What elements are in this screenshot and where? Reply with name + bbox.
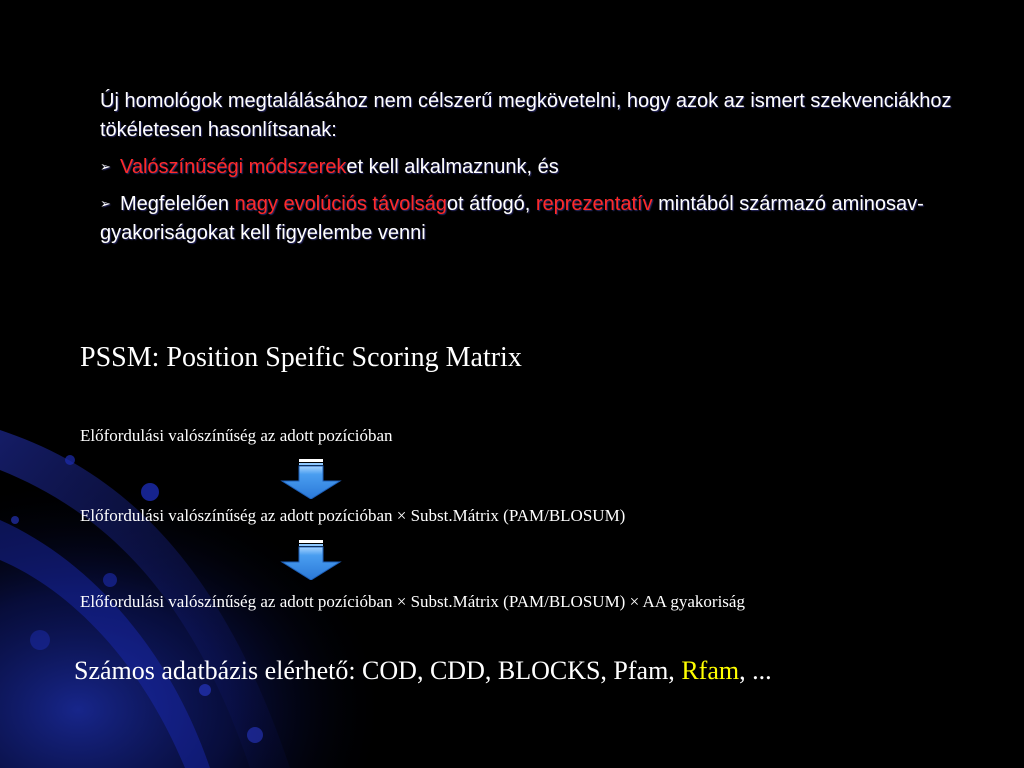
databases-suffix: , ... — [739, 656, 772, 685]
intro-section — [100, 87, 960, 248]
databases-line — [74, 656, 772, 686]
bullet2-highlight1: nagy evolúciós távolság — [234, 193, 447, 215]
down-arrow-icon — [280, 540, 342, 580]
bullet2-highlight2: reprezentatív — [535, 193, 653, 215]
intro-paragraph: Új homológok megtalálásához nem célszerű megkövetelni, hogy azok az ismert szekvenciákhoz tökéletesen hasonlítsanak: — [100, 90, 952, 141]
databases-highlight: Rfam — [681, 656, 740, 685]
bullet-item-1 — [100, 152, 960, 182]
arrowhead-bullet-icon: ➢ — [100, 196, 111, 211]
bullet2-part3: mintából származó aminosav-gyakoriságokat kell figyelembe venni — [100, 193, 924, 244]
pssm-step-1: Előfordulási valószínűség az adott pozícióban — [80, 426, 393, 445]
arrowhead-bullet-icon: ➢ — [100, 159, 111, 174]
pssm-title: PSSM: Position Speific Scoring Matrix — [80, 342, 522, 373]
bullet2-part1: Megfelelően — [120, 193, 235, 215]
bullet-item-2 — [100, 189, 960, 248]
bullet1-highlight: Valószínűségi módszerek — [120, 156, 347, 178]
down-arrow-icon — [280, 459, 342, 499]
pssm-step-2: Előfordulási valószínűség az adott pozícióban × Subst.Mátrix (PAM/BLOSUM) — [80, 506, 626, 525]
bullet2-part2: ot átfogó, — [446, 193, 536, 215]
pssm-step-3: Előfordulási valószínűség az adott pozícióban × Subst.Mátrix (PAM/BLOSUM) × AA gyakoriság — [80, 592, 745, 611]
bullet1-text: et kell alkalmaznunk, és — [346, 156, 559, 178]
databases-prefix: Számos adatbázis elérhető: COD, CDD, BLOCKS, Pfam, — [74, 656, 682, 685]
